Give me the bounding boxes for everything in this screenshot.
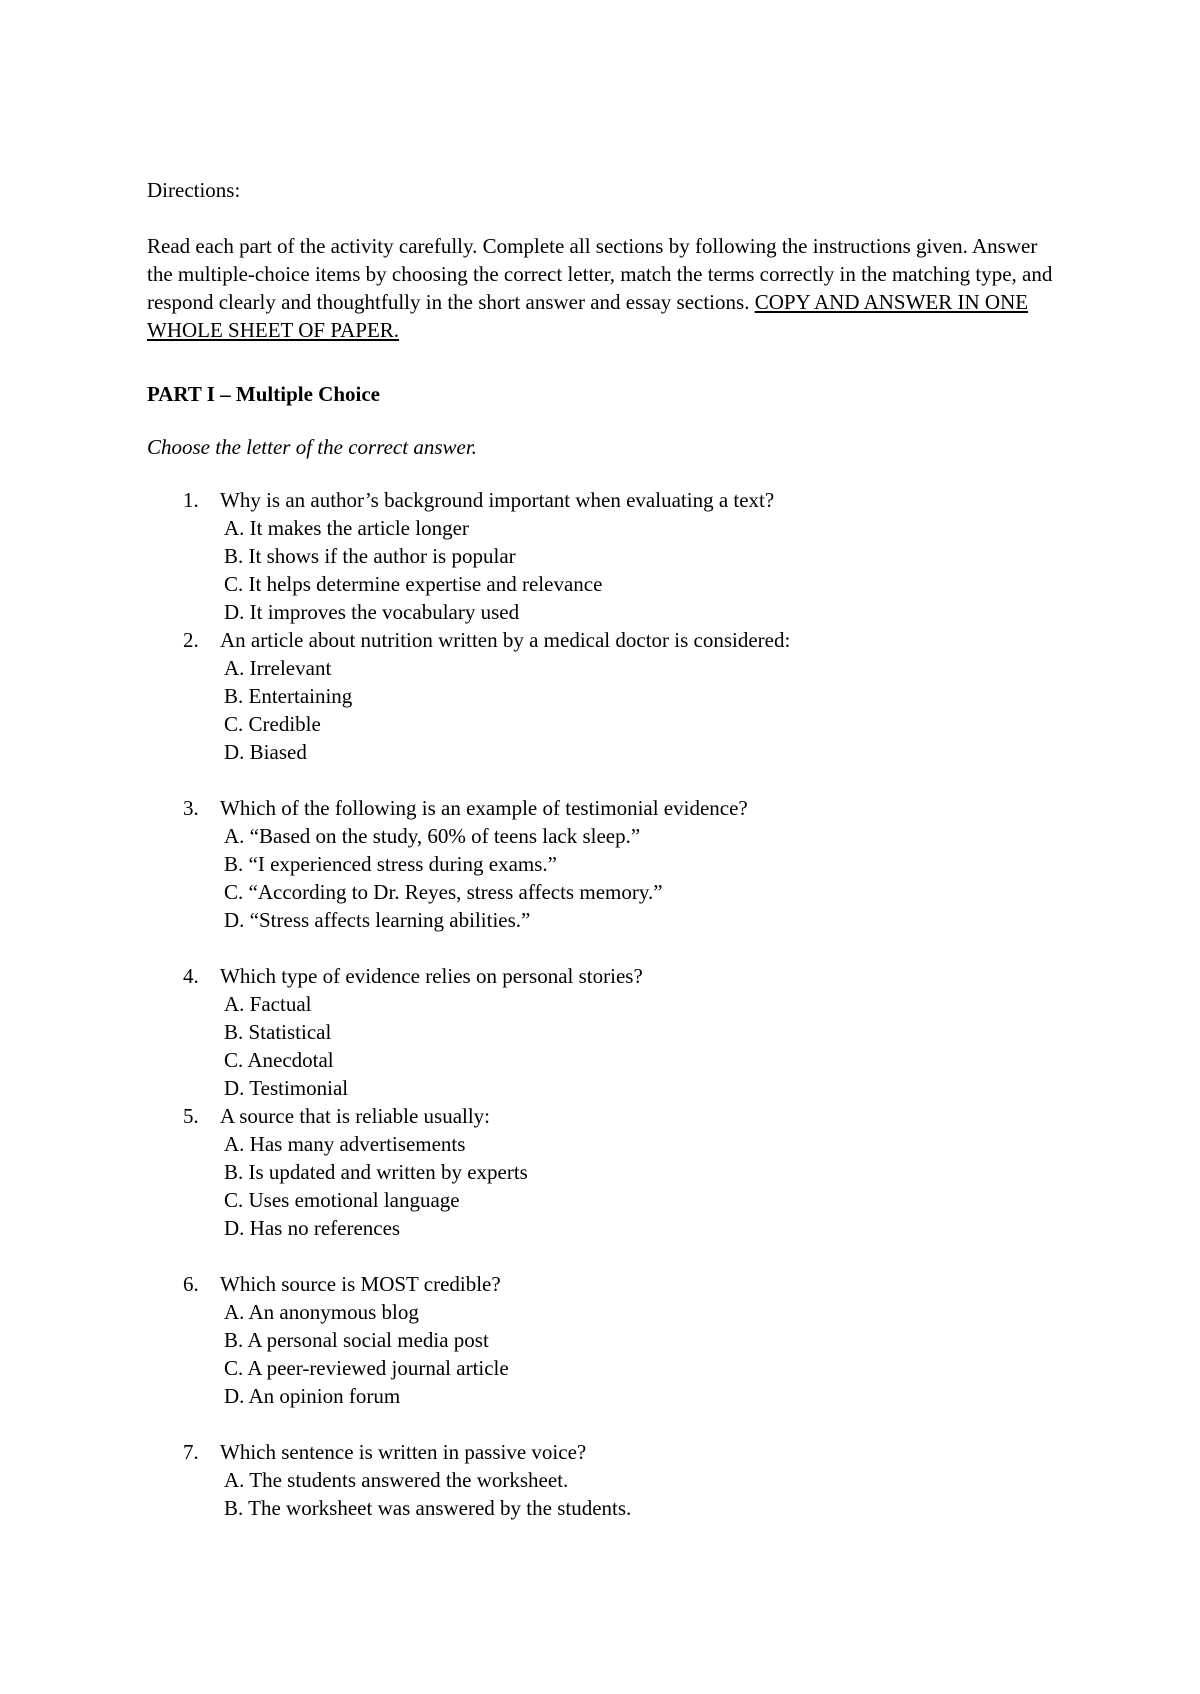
question-number: 5. [183,1104,199,1128]
option-d: D. Biased [224,740,307,764]
question-4 [147,962,1107,1102]
question-text: Which of the following is an example of testimonial evidence? [220,796,748,820]
option-d: D. “Stress affects learning abilities.” [224,908,531,932]
question-number: 7. [183,1440,199,1464]
option-a: A. Irrelevant [224,656,332,680]
question-3 [147,794,1107,934]
option-c: C. Anecdotal [224,1048,334,1072]
option-b: B. The worksheet was answered by the students. [224,1496,632,1520]
question-5 [147,1102,1107,1242]
option-c: C. It helps determine expertise and relevance [224,572,603,596]
question-7 [147,1438,1107,1522]
directions-heading: Directions: [147,178,241,202]
question-6 [147,1270,1107,1410]
option-b: B. Entertaining [224,684,353,708]
question-number: 6. [183,1272,199,1296]
option-a: A. Factual [224,992,312,1016]
directions-paragraph [147,232,1067,344]
option-c: C. “According to Dr. Reyes, stress affects memory.” [224,880,663,904]
option-b: B. A personal social media post [224,1328,489,1352]
option-b: B. Is updated and written by experts [224,1160,528,1184]
option-d: D. Testimonial [224,1076,349,1100]
question-number: 2. [183,628,199,652]
option-b: B. “I experienced stress during exams.” [224,852,557,876]
directions-emphasis: COPY AND ANSWER IN ONE WHOLE SHEET OF PAPER. [147,290,1029,342]
option-d: D. Has no references [224,1216,401,1240]
option-a: A. The students answered the worksheet. [224,1468,569,1492]
question-text: Which type of evidence relies on personal stories? [220,964,643,988]
question-1 [147,486,1107,626]
option-c: C. Uses emotional language [224,1188,460,1212]
question-text: Which sentence is written in passive voice? [220,1440,587,1464]
question-text: An article about nutrition written by a medical doctor is considered: [220,628,791,652]
part-instruction: Choose the letter of the correct answer. [147,435,477,459]
option-d: D. It improves the vocabulary used [224,600,520,624]
option-c: C. A peer-reviewed journal article [224,1356,509,1380]
question-2 [147,626,1107,766]
directions-text: Read each part of the activity carefully. Complete all sections by following the instructions given. Answer the multiple-choice items by choosing the correct letter, match the terms correctly in the matching type, and respond clearly and thoughtfully in the short answer and essay sections. [147,234,1053,314]
option-b: B. It shows if the author is popular [224,544,516,568]
option-a: A. Has many advertisements [224,1132,466,1156]
option-b: B. Statistical [224,1020,332,1044]
question-number: 3. [183,796,199,820]
question-number: 4. [183,964,199,988]
option-a: A. “Based on the study, 60% of teens lack sleep.” [224,824,641,848]
question-text: Why is an author’s background important when evaluating a text? [220,488,775,512]
part-title: PART I – Multiple Choice [147,382,380,406]
question-list [147,486,1107,1522]
question-text: A source that is reliable usually: [220,1104,491,1128]
option-a: A. An anonymous blog [224,1300,419,1324]
question-text: Which source is MOST credible? [220,1272,501,1296]
option-a: A. It makes the article longer [224,516,469,540]
question-number: 1. [183,488,199,512]
option-d: D. An opinion forum [224,1384,401,1408]
option-c: C. Credible [224,712,321,736]
